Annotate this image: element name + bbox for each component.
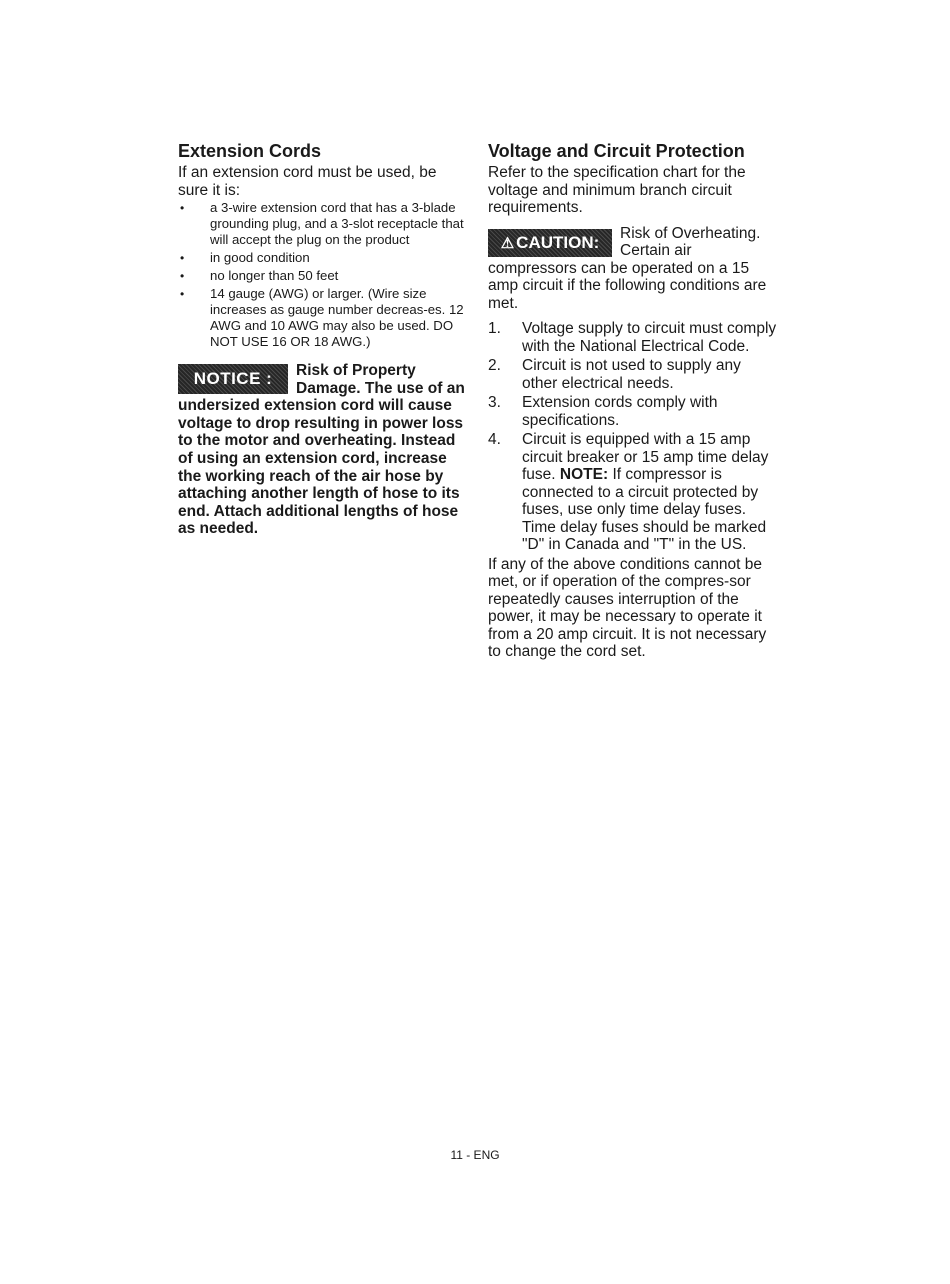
list-item-text: a 3-wire extension cord that has a 3-blade grounding plug, and a 3-slot receptacle that will accept the plug on the product (210, 200, 464, 247)
list-item-text: Voltage supply to circuit must comply with the National Electrical Code. (522, 320, 777, 355)
list-item (178, 268, 468, 284)
extension-cords-intro: If an extension cord must be used, be sure it is: (178, 164, 437, 199)
bullet-icon: • (180, 269, 185, 283)
list-item (488, 394, 780, 429)
list-number: 4. (488, 431, 501, 448)
extension-cords-section (178, 140, 468, 538)
list-item-text: Extension cords comply with specifications. (522, 394, 718, 429)
caution-badge (488, 229, 612, 257)
bullet-icon: • (180, 287, 185, 301)
list-item (488, 431, 780, 554)
list-number: 1. (488, 320, 501, 337)
list-item-text: no longer than 50 feet (210, 268, 339, 283)
extension-cord-requirements-list (178, 200, 468, 350)
list-item-text: in good condition (210, 250, 310, 265)
caution-text: Risk of Overheating. Certain air compressors can be operated on a 15 amp circuit if the following conditions are met. (488, 224, 767, 312)
bullet-icon: • (180, 251, 185, 265)
voltage-circuit-section (488, 140, 780, 661)
notice-block (178, 362, 468, 538)
list-item (488, 320, 780, 355)
caution-label: CAUTION: (516, 232, 600, 252)
list-item-text: Circuit is equipped with a 15 amp circuit breaker or 15 amp time delay fuse. (522, 431, 769, 483)
bullet-icon: • (180, 201, 185, 215)
note-text: If compressor is connected to a circuit protected by fuses, use only time delay fuses. Time delay fuses should be marked "D" in Canada and "T" in the US. (522, 466, 767, 553)
voltage-intro: Refer to the specification chart for the voltage and minimum branch circuit requirements. (488, 164, 746, 216)
note-label: NOTE: (559, 466, 609, 483)
list-item (178, 286, 468, 350)
conditions-list (488, 320, 780, 554)
section-title-voltage-circuit: Voltage and Circuit Protection (488, 141, 745, 161)
list-number: 3. (488, 394, 501, 411)
list-item (178, 250, 468, 266)
caution-block (488, 225, 780, 313)
list-item (488, 357, 780, 392)
page-number: 11 - ENG (450, 1148, 500, 1162)
notice-text: Risk of Property Damage. The use of an undersized extension cord will cause voltage to drop resulting in power loss to the motor and overheating. Instead of using an extension cord, increase the working reach of the air hose by attaching another length of hose to its end. Attach additional lengths of hose as needed. (178, 362, 465, 538)
section-title-extension-cords: Extension Cords (178, 141, 322, 161)
list-item-text: 14 gauge (AWG) or larger. (Wire size increases as gauge number decreas-es. 12 AWG and 10 AWG may also be used. DO NOT USE 16 OR 18 AWG.) (210, 286, 464, 349)
warning-triangle-icon: ⚠ (500, 234, 515, 252)
list-item (178, 200, 468, 248)
closing-paragraph: If any of the above conditions cannot be met, or if operation of the compres-sor repeatedly causes interruption of the power, it may be necessary to operate it from a 20 amp circuit. It is not necessary to change the cord set. (488, 555, 767, 660)
notice-badge: NOTICE : (178, 364, 288, 394)
list-number: 2. (488, 357, 501, 374)
list-item-text: Circuit is not used to supply any other electrical needs. (522, 357, 741, 392)
